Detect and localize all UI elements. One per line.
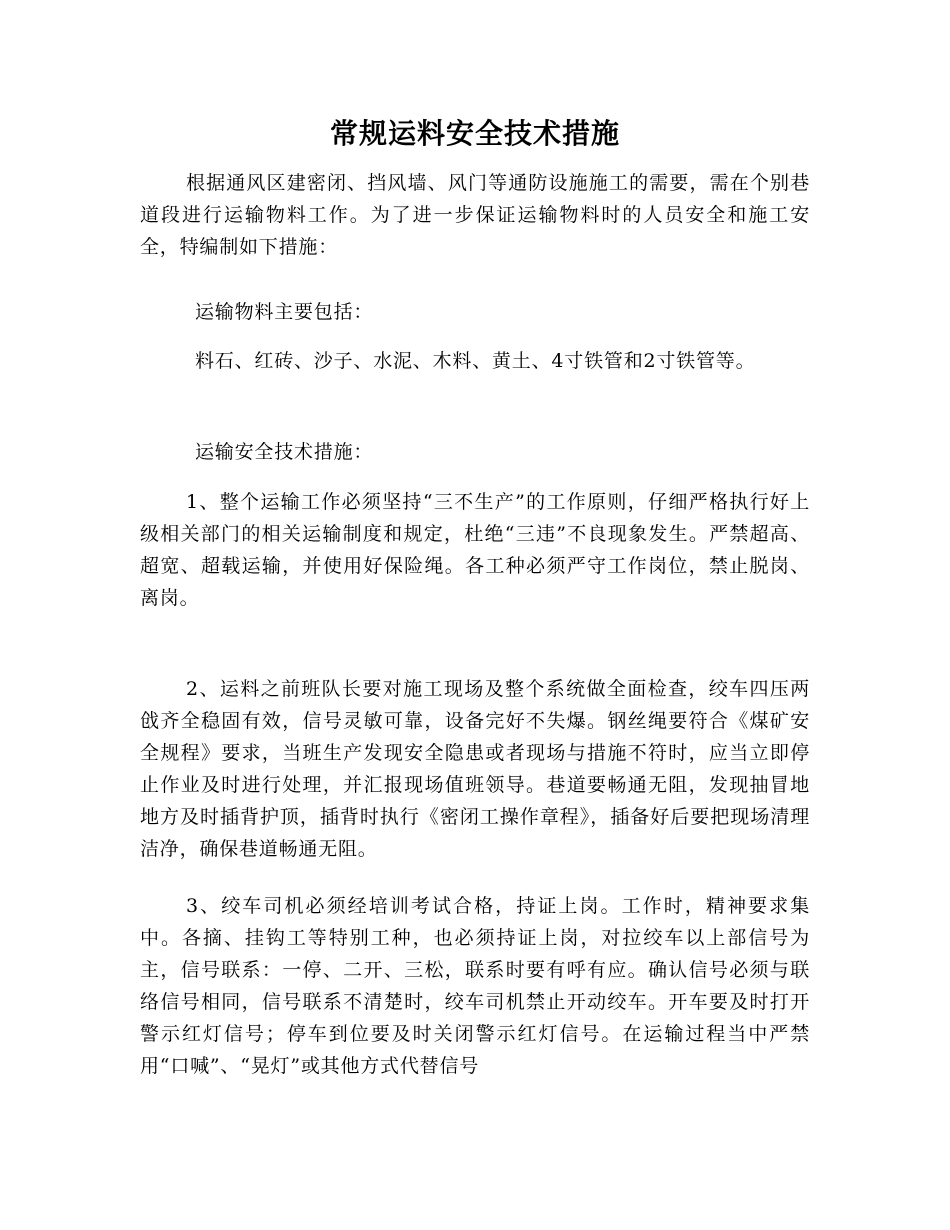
measure-1-paragraph: 1、整个运输工作必须坚持“三不生产”的工作原则，仔细严格执行好上级相关部门的相关运输制度和规定，杜绝“三违”不良现象发生。严禁超高、超宽、超载运输，并使用好保险绳。各工种必须严守工作岗位，禁止脱岗、离岗。 (140, 491, 810, 609)
measure-3-paragraph: 3、绞车司机必须经培训考试合格，持证上岗。工作时，精神要求集中。各摘、挂钩工等特别工种，也必须持证上岗，对拉绞车以上部信号为主，信号联系：一停、二开、三松，联系时要有呼有应。确认信号必须与联络信号相同，信号联系不清楚时，绞车司机禁止开动绞车。开车要及时打开警示红灯信号；停车到位要及时关闭警示红灯信号。在运输过程当中严禁用“口喊”、“晃灯”或其他方式代替信号 (140, 895, 810, 1077)
materials-heading: 运输物料主要包括： (195, 301, 374, 323)
intro-paragraph: 根据通风区建密闭、挡风墙、风门等通防设施施工的需要，需在个别巷道段进行运输物料工作。为了进一步保证运输物料时的人员安全和施工安全，特编制如下措施： (140, 172, 810, 258)
materials-list-paragraph: 料石、红砖、沙子、水泥、木料、黄土、4寸铁管和2寸铁管等。 (195, 350, 756, 372)
document-title: 常规运料安全技术措施 (329, 117, 620, 150)
safety-measures-heading: 运输安全技术措施： (195, 441, 374, 463)
measure-2-paragraph: 2、运料之前班队长要对施工现场及整个系统做全面检查，绞车四压两戗齐全稳固有效，信号灵敏可靠，设备完好不失爆。钢丝绳要符合《煤矿安全规程》要求，当班生产发现安全隐患或者现场与措施不符时，应当立即停止作业及时进行处理，并汇报现场值班领导。巷道要畅通无阻，发现抽冒地地方及时插背护顶，插背时执行《密闭工操作章程》，插备好后要把现场清理洁净，确保巷道畅通无阻。 (140, 678, 810, 860)
